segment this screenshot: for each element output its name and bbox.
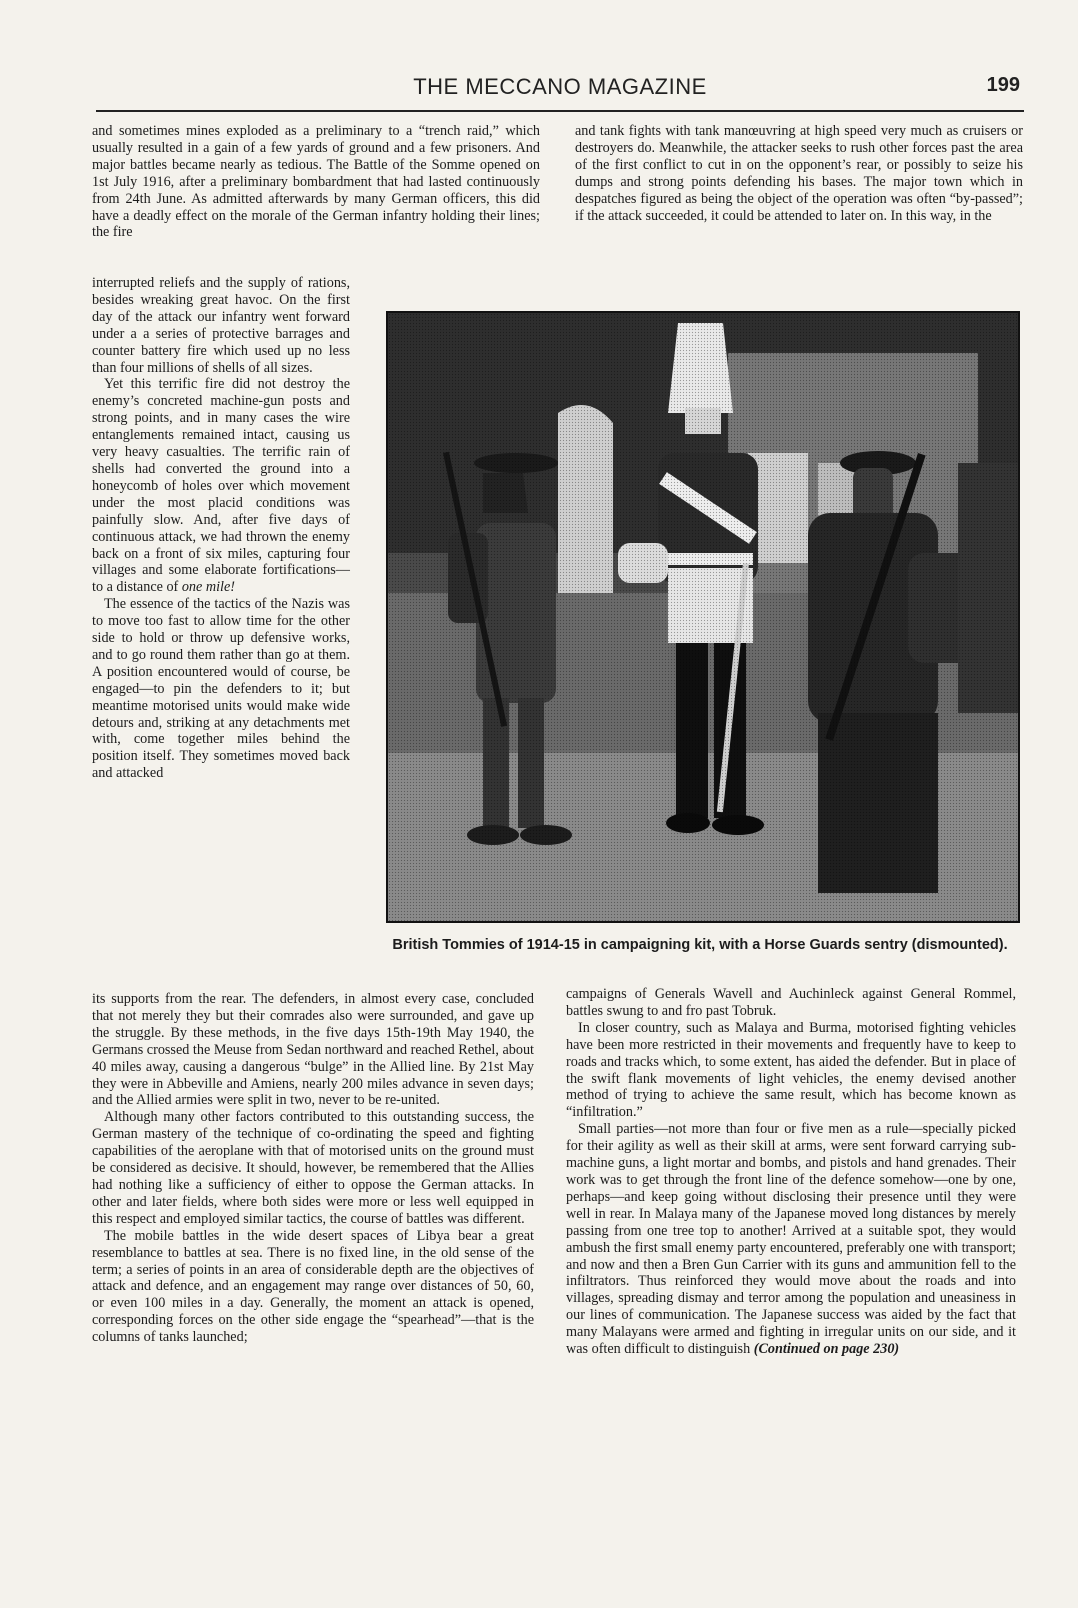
left-column-bottom — [92, 991, 534, 1346]
paragraph: Although many other factors contributed to this outstanding success, the German mastery of the technique of co-ordinating the speed and fighting capabilities of the aeroplane with that of motorised units on the ground must be considered as decisive. It should, however, be remembered that the Allies had nothing like a sufficiency of either to oppose the German attacks. In other and later fields, where both sides were more or less well equipped in this respect and employed similar tactics, the course of battles was different. — [92, 1109, 534, 1227]
paragraph: its supports from the rear. The defenders, in almost every case, concluded that not merely they but their comrades also were surrounded, and gave up the struggle. By these methods, in the five days 15th-19th May 1940, the Germans crossed the Meuse from Sedan northward and reached Rethel, about 40 miles away, causing a dangerous “bulge” in the Allied line. By 21st May they were in Abbeville and Amiens, nearly 200 miles advance in seven days; and the Allied armies were split in two, never to be re-united. — [92, 991, 534, 1109]
left-column-top — [92, 123, 540, 241]
photo-caption: British Tommies of 1914-15 in campaigning kit, with a Horse Guards sentry (dismounted). — [392, 937, 1008, 953]
paragraph: The mobile battles in the wide desert spaces of Libya bear a great resemblance to battles at sea. There is no fixed line, in the old sense of the term; a series of points in an area of considerable depth are the objectives of attack and defence, and an engagement may range over distances of 50, 60, or even 100 miles in a day. Generally, the moment an attack is opened, corresponding forces on the other side engage the “spearhead”—that is the columns of tanks launched; — [92, 1227, 534, 1346]
right-column-bottom — [566, 986, 1016, 1358]
paragraph: The essence of the tactics of the Nazis was to move too fast to allow time for the other side to hold or throw up defensive works, and to go round them rather than go at them. A position encountered would of course, be engaged—to pin the defenders to it; but meantime motorised units would make wide detours and, striking at any detachments met with, come together miles behind the position itself. They sometimes moved back and attacked — [92, 596, 350, 782]
magazine-title: THE MECCANO MAGAZINE — [413, 74, 707, 99]
paragraph: and tank fights with tank manœuvring at high speed very much as cruisers or destroyers do. Meanwhile, the attacker seeks to rush other forces past the area of the first conflict to cut in on the opponent’s rear, or possibly to seize his dumps and strong points defending his bases. The major town which in despatches figured as being the object of the operation was often “by-passed”; if the attack succeeded, it could be attended to later on. In this way, in the — [575, 123, 1023, 224]
paragraph-text: Yet this terrific fire did not destroy the enemy’s concreted machine-gun posts and strong points, and in many cases the wire entanglements remained intact, causing us very heavy casualties. The terrific rain of shells had converted the ground into a honeycomb of holes over which movement under the most placid conditions was painfully slow. And, after five days of continuous attack, we had thrown the enemy back on a front of six miles, capturing four villages and some elaborate fortifications—to a distance of — [92, 376, 350, 596]
emphasis-text: one mile! — [181, 579, 236, 596]
paragraph-text: Small parties—not more than four or five men as a rule—specially picked for their agility as well as their skill at arms, were sent forward carrying sub-machine guns, a light mortar and bombs, and pistols and hand grenades. Their work was to get through the front line of the defence somehow—one by one, perhaps—and keep going without disclosing their presence until they were well in rear. In Malaya many of the Japanese moved long distances by merely passing from one tree top to another! Arrived at a suitable spot, they would ambush the first small enemy party encountered, preferably one with transport; and now and then a Bren Gun Carrier with its guns and ammunition fell to the infiltrators. Thus reinforced they would move about the roads and into villages, spreading dismay and terror among the population and uneasiness in our lines of communication. The Japanese success was aided by the fact that many Malayans were armed and fighting in irregular units on our side, and it was often difficult to distinguish — [566, 1121, 1016, 1358]
right-column-top — [575, 123, 1023, 224]
photo-illustration — [388, 313, 1018, 921]
paragraph — [566, 1121, 1016, 1358]
paragraph: and sometimes mines exploded as a preliminary to a “trench raid,” which usually resulted in a gain of a few yards of ground and a few prisoners. And major battles became nearly as tedious. The Battle of the Somme opened on 1st July 1916, after a preliminary bombardment that had lasted continuously from 24th June. As admitted afterwards by many German officers, this did have a deadly effect on the morale of the German infantry holding their lines; the fire — [92, 123, 540, 241]
continued-note[interactable]: (Continued on page 230) — [753, 1341, 900, 1358]
paragraph — [92, 376, 350, 596]
page-header — [96, 70, 1024, 112]
photograph-soldiers — [386, 311, 1020, 923]
paragraph: In closer country, such as Malaya and Burma, motorised fighting vehicles have been more restricted in their movements and frequently have to keep to roads and tracks which, to some extent, has aided the defender. But in place of the swift flank movements of light vehicles, the enemy devised another method of trying to achieve the same result, which has become known as “infiltration.” — [566, 1019, 1016, 1121]
page-number: 199 — [986, 74, 1020, 96]
left-column-narrow — [92, 275, 350, 782]
paragraph: campaigns of Generals Wavell and Auchinleck against General Rommel, battles swung to and fro past Tobruk. — [566, 986, 1016, 1019]
paragraph: interrupted reliefs and the supply of rations, besides wreaking great havoc. On the first day of the attack our infantry went forward under a a series of protective barrages and counter battery fire which used up no less than four millions of shells of all sizes. — [92, 275, 350, 376]
